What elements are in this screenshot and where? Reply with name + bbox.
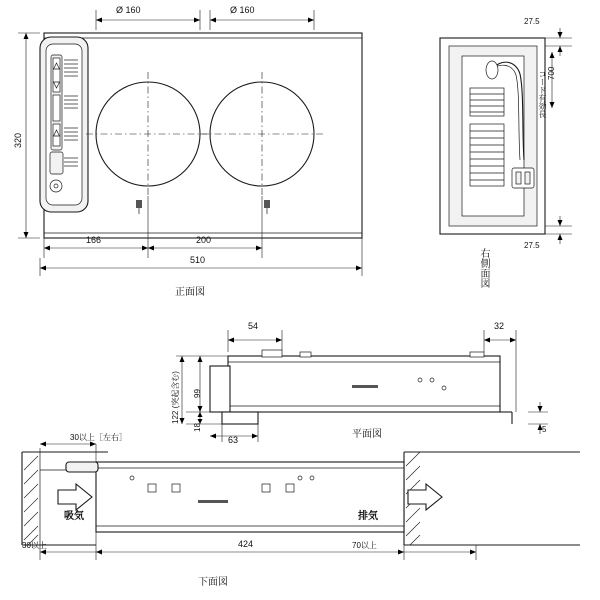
- dim-left-clearance-bottom: 30以上: [22, 541, 47, 550]
- dim-total-width: 510: [190, 255, 206, 265]
- dim-right-edge: 32: [494, 321, 505, 331]
- dim-left-clearance-top: 30以上［左右］: [70, 433, 127, 442]
- dim-body-depth: 99: [193, 389, 202, 398]
- dim-depth-total: 122 (突起含む): [171, 371, 180, 424]
- dim-side-top-margin: 27.5: [524, 17, 540, 26]
- dim-hole-right-diameter: Ø 160: [230, 5, 255, 15]
- dim-front-height: 320: [13, 132, 23, 148]
- caption-front-view: 正面図: [175, 287, 205, 298]
- dim-lip: 18: [193, 423, 202, 432]
- caption-bottom-view: 下面図: [198, 577, 228, 588]
- caption-top-view: 平面図: [352, 429, 382, 440]
- dim-flange: 54: [248, 321, 259, 331]
- dim-step: 5: [542, 425, 547, 434]
- dim-inner: 63: [228, 435, 239, 445]
- dim-hole-left-diameter: Ø 160: [116, 5, 141, 15]
- dim-cord-length: 700: [547, 66, 556, 80]
- label-intake: 吸気: [64, 511, 84, 522]
- dim-side-bottom-margin: 27.5: [524, 241, 540, 250]
- dim-left-offset: 166: [86, 235, 102, 245]
- dim-body-width: 424: [238, 539, 254, 549]
- caption-right-side-view: 右側面図: [478, 248, 489, 288]
- dim-right-clearance: 70以上: [352, 541, 377, 550]
- label-cord-effective-length: コード有効長: [538, 70, 547, 118]
- label-exhaust: 排気: [358, 511, 378, 522]
- dim-hole-spacing: 200: [196, 235, 212, 245]
